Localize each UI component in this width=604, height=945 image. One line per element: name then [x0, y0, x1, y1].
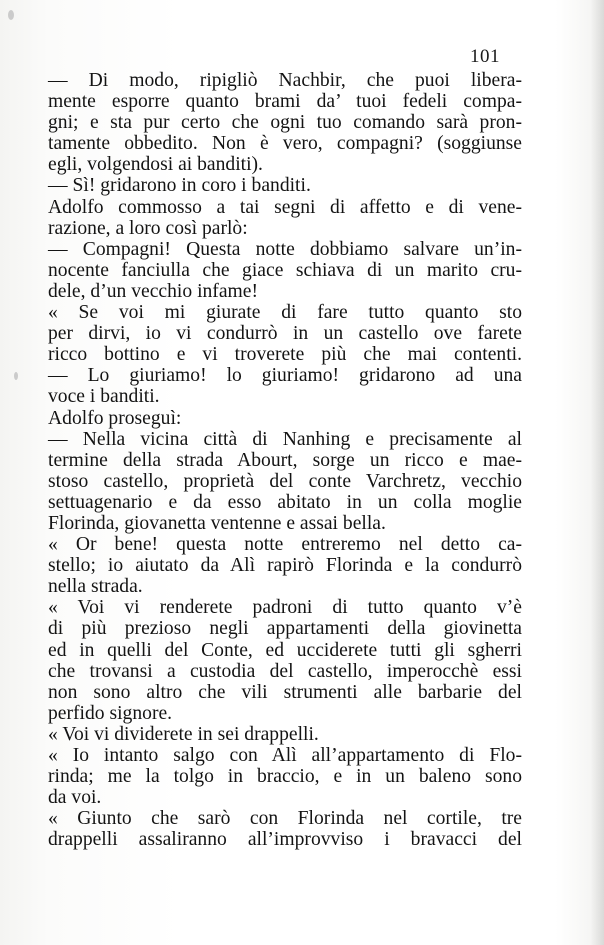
text-line: drappelli assaliranno all’improvviso i bravacci del	[48, 829, 522, 851]
text-line: stello; io aiutato da Alì rapirò Florinda e la condurrò	[48, 555, 522, 577]
text-line: non sono altro che vili strumenti alle barbarie del	[48, 681, 522, 703]
text-line: — Di modo, ripigliò Nachbir, che puoi libera-	[48, 70, 522, 91]
text-line: ed in quelli del Conte, ed ucciderete tutti gli sgherri	[48, 639, 522, 661]
page-number: 101	[470, 46, 500, 67]
text-line: stoso castello, proprietà del conte Varchretz, vecchio	[48, 470, 522, 492]
text-line: « Giunto che sarò con Florinda nel cortile, tre	[48, 808, 522, 830]
paper-speck	[8, 10, 14, 20]
text-line: — Nella vicina città di Nanhing e precisamente al	[48, 428, 522, 450]
page-text	[48, 70, 522, 850]
text-line: nocente fanciulla che giace schiava di un marito cru-	[48, 259, 522, 281]
text-line: gni; e sta pur certo che ogni tuo comando sarà pron-	[48, 112, 522, 134]
text-line: mente esporre quanto brami da’ tuoi fedeli compa-	[48, 91, 522, 113]
text-line: perfido signore.	[48, 702, 173, 724]
text-line: — Lo giuriamo! lo giuriamo! gridarono ad una	[48, 365, 522, 387]
text-line: termine della strada Abourt, sorge un ricco e mae-	[48, 449, 522, 471]
text-line: — Compagni! Questa notte dobbiamo salvare un’in-	[48, 238, 522, 260]
text-line: Florinda, giovanetta ventenne e assai bella.	[48, 512, 386, 534]
paper-speck	[14, 372, 18, 380]
text-line: « Voi vi dividerete in sei drappelli.	[48, 723, 319, 745]
text-line: « Voi vi renderete padroni di tutto quanto v’è	[48, 597, 522, 619]
text-line: razione, a loro così parlò:	[48, 217, 248, 239]
text-line: di più prezioso negli appartamenti della giovinetta	[48, 618, 522, 640]
text-line: egli, volgendosi ai banditi).	[48, 154, 263, 176]
text-line: dele, d’un vecchio infame!	[48, 280, 258, 302]
text-line: voce i banditi.	[48, 386, 160, 408]
text-line: Adolfo commosso a tai segni di affetto e di vene-	[48, 196, 522, 218]
text-line: rinda; me la tolgo in braccio, e in un baleno sono	[48, 766, 522, 788]
text-line: settuagenario e da esso abitato in un colla moglie	[48, 491, 522, 513]
text-line: da voi.	[48, 787, 102, 809]
text-line: che trovansi a custodia del castello, imperocchè essi	[48, 660, 522, 682]
text-line: nella strada.	[48, 576, 143, 598]
text-line: Adolfo proseguì:	[48, 407, 182, 429]
page-gutter-shadow	[590, 0, 604, 945]
text-line: « Se voi mi giurate di fare tutto quanto sto	[48, 302, 522, 324]
text-line: « Io intanto salgo con Alì all’appartamento di Flo-	[48, 745, 522, 766]
text-line: tamente obbedito. Non è vero, compagni? (soggiunse	[48, 133, 522, 155]
text-line: per dirvi, io vi condurrò in un castello ove farete	[48, 323, 522, 345]
text-line: ricco bottino e vi troverete più che mai contenti.	[48, 344, 522, 366]
text-line: — Sì! gridarono in coro i banditi.	[48, 175, 311, 197]
text-line: « Or bene! questa notte entreremo nel detto ca-	[48, 534, 522, 556]
